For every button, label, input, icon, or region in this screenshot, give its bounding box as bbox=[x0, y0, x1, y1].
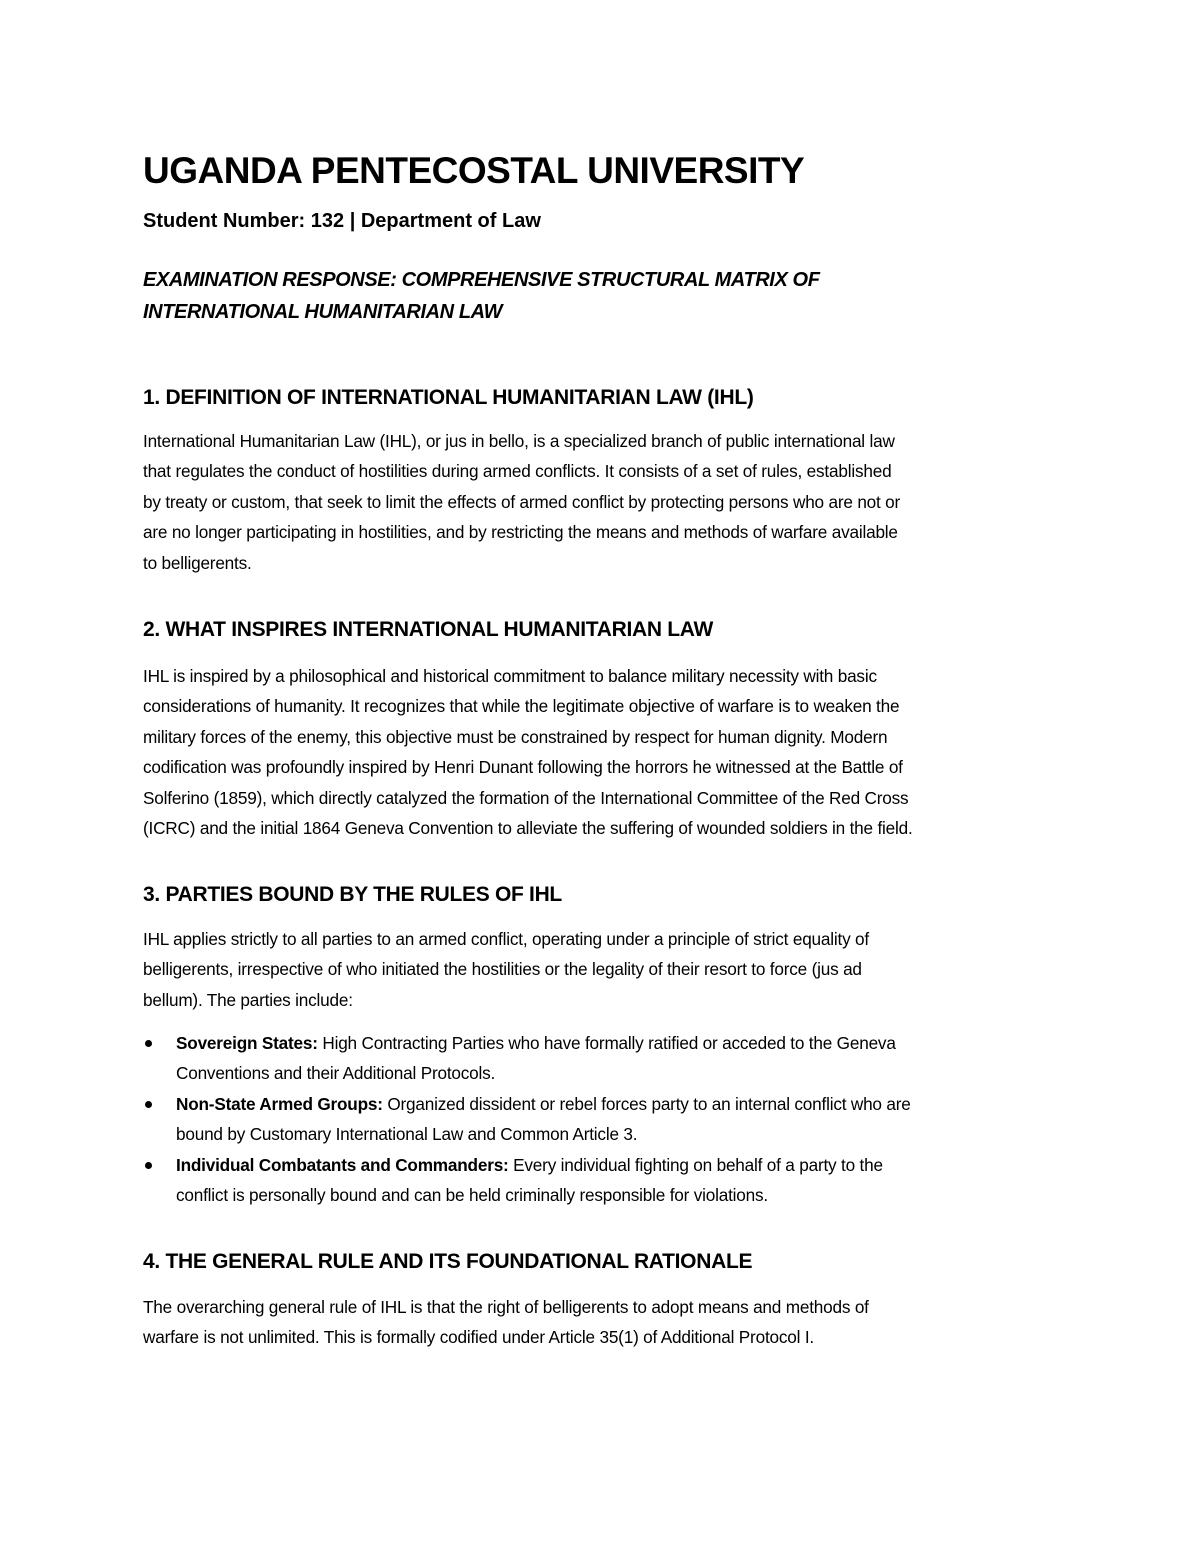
section-heading-definition: 1. DEFINITION OF INTERNATIONAL HUMANITARIAN LAW (IHL) bbox=[143, 386, 754, 409]
section-paragraph-inspiration bbox=[143, 661, 1063, 843]
examination-heading-line: EXAMINATION RESPONSE: COMPREHENSIVE STRUCTURAL MATRIX OF bbox=[143, 269, 820, 291]
section-heading-inspiration: 2. WHAT INSPIRES INTERNATIONAL HUMANITARIAN LAW bbox=[143, 618, 713, 641]
section-paragraph-definition bbox=[143, 426, 1063, 578]
bullet-text: High Contracting Parties who have formally ratified or acceded to the Geneva bbox=[317, 1033, 896, 1053]
paragraph-line: IHL is inspired by a philosophical and historical commitment to balance military necessity with basic bbox=[143, 666, 877, 686]
bullet-first-line bbox=[176, 1089, 1063, 1119]
paragraph-line: (ICRC) and the initial 1864 Geneva Convention to alleviate the suffering of wounded soldiers in the field. bbox=[143, 818, 913, 839]
list-item bbox=[143, 1150, 1063, 1211]
section-heading-parties: 3. PARTIES BOUND BY THE RULES OF IHL bbox=[143, 883, 562, 906]
paragraph-line: codification was profoundly inspired by Henri Dunant following the horrors he witnessed at the Battle of bbox=[143, 757, 903, 778]
section-heading-general-rule: 4. THE GENERAL RULE AND ITS FOUNDATIONAL RATIONALE bbox=[143, 1250, 753, 1273]
bullet-term: Sovereign States: bbox=[176, 1033, 318, 1053]
bullet-second-line: conflict is personally bound and can be held criminally responsible for violations. bbox=[176, 1185, 768, 1206]
bullet-icon bbox=[145, 1040, 152, 1047]
paragraph-line: warfare is not unlimited. This is formally codified under Article 35(1) of Additional Protocol I. bbox=[143, 1327, 814, 1348]
bullet-icon bbox=[145, 1101, 152, 1108]
section-paragraph-parties bbox=[143, 924, 1063, 1015]
list-item bbox=[143, 1089, 1063, 1150]
paragraph-line: to belligerents. bbox=[143, 552, 252, 573]
bullet-term: Non-State Armed Groups: bbox=[176, 1093, 383, 1114]
paragraph-line: that regulates the conduct of hostilities during armed conflicts. It consists of a set of rules, established bbox=[143, 461, 892, 482]
bullet-first-line bbox=[176, 1150, 1063, 1180]
paragraph-line: considerations of humanity. It recognizes that while the legitimate objective of warfare is to weaken the bbox=[143, 696, 900, 717]
paragraph-line: are no longer participating in hostilities, and by restricting the means and methods of warfare available bbox=[143, 522, 898, 543]
bullet-text: Every individual fighting on behalf of a party to the bbox=[508, 1154, 883, 1175]
paragraph-line: belligerents, irrespective of who initiated the hostilities or the legality of their resort to force (jus ad bbox=[143, 959, 862, 980]
paragraph-line: International Humanitarian Law (IHL), or jus in bello, is a specialized branch of public international law bbox=[143, 431, 895, 451]
examination-heading bbox=[143, 264, 1043, 328]
student-info: Student Number: 132 | Department of Law bbox=[143, 210, 541, 232]
list-item bbox=[143, 1028, 1063, 1089]
paragraph-line: Solferino (1859), which directly catalyzed the formation of the International Committee of the Red Cross bbox=[143, 787, 909, 808]
paragraph-line: IHL applies strictly to all parties to an armed conflict, operating under a principle of strict equality of bbox=[143, 929, 869, 949]
examination-heading-line: INTERNATIONAL HUMANITARIAN LAW bbox=[143, 301, 503, 323]
section-paragraph-general-rule bbox=[143, 1292, 1063, 1353]
bullet-second-line: bound by Customary International Law and Common Article 3. bbox=[176, 1124, 638, 1145]
bullet-term: Individual Combatants and Commanders: bbox=[176, 1154, 509, 1175]
paragraph-line: bellum). The parties include: bbox=[143, 989, 353, 1010]
bullet-text: Organized dissident or rebel forces party to an internal conflict who are bbox=[382, 1093, 911, 1114]
bullet-second-line: Conventions and their Additional Protocols. bbox=[176, 1063, 496, 1084]
bullet-icon bbox=[145, 1162, 152, 1169]
bullet-first-line bbox=[176, 1028, 1063, 1058]
paragraph-line: military forces of the enemy, this objective must be constrained by respect for human dignity. Modern bbox=[143, 726, 888, 747]
parties-bullet-list bbox=[143, 1028, 1063, 1210]
paragraph-line: by treaty or custom, that seek to limit the effects of armed conflict by protecting persons who are not or bbox=[143, 491, 901, 512]
paragraph-line: The overarching general rule of IHL is that the right of belligerents to adopt means and methods of bbox=[143, 1297, 869, 1317]
university-title: UGANDA PENTECOSTAL UNIVERSITY bbox=[143, 150, 805, 191]
